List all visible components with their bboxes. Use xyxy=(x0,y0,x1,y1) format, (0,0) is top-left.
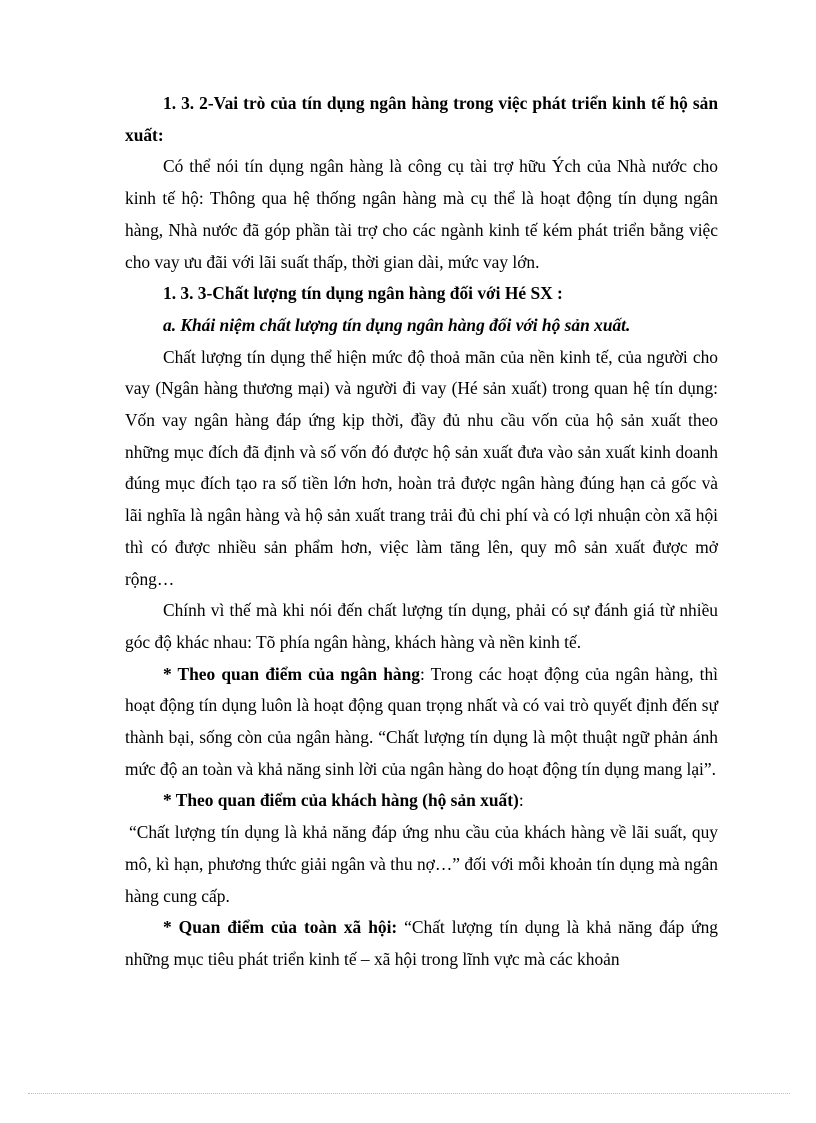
society-view-text: “Chất lượng tín dụng là khả năng đáp ứng những mục tiêu phát triển kinh tế – xã hội trong lĩnh vực mà các khoản xyxy=(125,917,718,969)
paragraph-customer-view: “Chất lượng tín dụng là khả năng đáp ứng nhu cầu của khách hàng về lãi suất, quy mô, kì hạn, phương thức giải ngân và thu nợ…” đối với mỗi khoản tín dụng mà ngân hàng cung cấp. xyxy=(125,822,718,906)
bank-view-text: : Trong các hoạt động của ngân hàng, thì hoạt động tín dụng luôn là hoạt động quan trọng nhất và có vai trò quyết định đến sự thành bại, sống còn của ngân hàng. “Chất lượng tín dụng là một thuật ngữ phản ánh mức độ an toàn và khả năng sinh lời của ngân hàng do hoạt động tín dụng mang lại”. xyxy=(125,663,718,779)
subsection-a-heading: a. Khái niệm chất lượng tín dụng ngân hàng đối với hộ sản xuất. xyxy=(163,314,631,335)
society-view-label: * Quan điểm của toàn xã hội: xyxy=(163,917,398,938)
paragraph-society-view xyxy=(125,912,718,975)
bank-view-label: * Theo quan điểm của ngân hàng xyxy=(163,663,420,684)
page-bottom-divider xyxy=(28,1093,790,1094)
paragraph-perspectives: Chính vì thế mà khi nói đến chất lượng tín dụng, phải có sự đánh giá từ nhiều góc độ khác nhau: Tõ phía ngân hàng, khách hàng và nền kinh tế. xyxy=(125,600,718,652)
paragraph-credit-role: Có thể nói tín dụng ngân hàng là công cụ tài trợ hữu Ých của Nhà nước cho kinh tế hộ: Thông qua hệ thống ngân hàng mà cụ thể là hoạt động tín dụng ngân hàng, Nhà nước đã góp phần tài trợ cho các ngành kinh tế kém phát triển bằng việc cho vay ưu đãi với lãi suất thấp, thời gian dài, mức vay lớn. xyxy=(125,156,718,272)
paragraph-quality-definition: Chất lượng tín dụng thể hiện mức độ thoả mãn của nền kinh tế, của người cho vay (Ngân hàng thương mại) và người đi vay (Hé sản xuất) trong quan hệ tín dụng: Vốn vay ngân hàng đáp ứng kịp thời, đầy đủ nhu cầu vốn của hộ sản xuất theo những mục đích đã định và số vốn đó được hộ sản xuất đưa vào sản xuất kinh doanh đúng mục đích tạo ra số tiền lớn hơn, hoàn trả được ngân hàng đúng hạn cả gốc và lãi nghĩa là ngân hàng và hộ sản xuất trang trải đủ chi phí và có lợi nhuận còn xã hội thì có được nhiều sản phẩm hơn, việc làm tăng lên, quy mô sản xuất được mở rộng… xyxy=(125,346,718,589)
paragraph-bank-view xyxy=(125,659,718,786)
document-page xyxy=(125,88,718,976)
paragraph-customer-view-heading xyxy=(125,785,718,817)
section-1-3-2-heading: 1. 3. 2-Vai trò của tín dụng ngân hàng trong việc phát triển kinh tế hộ sản xuất: xyxy=(125,93,718,145)
customer-view-label: * Theo quan điểm của khách hàng (hộ sản xuất) xyxy=(163,790,519,811)
section-1-3-3-heading: 1. 3. 3-Chất lượng tín dụng ngân hàng đối với Hé SX : xyxy=(163,283,563,304)
customer-view-colon: : xyxy=(518,790,524,811)
